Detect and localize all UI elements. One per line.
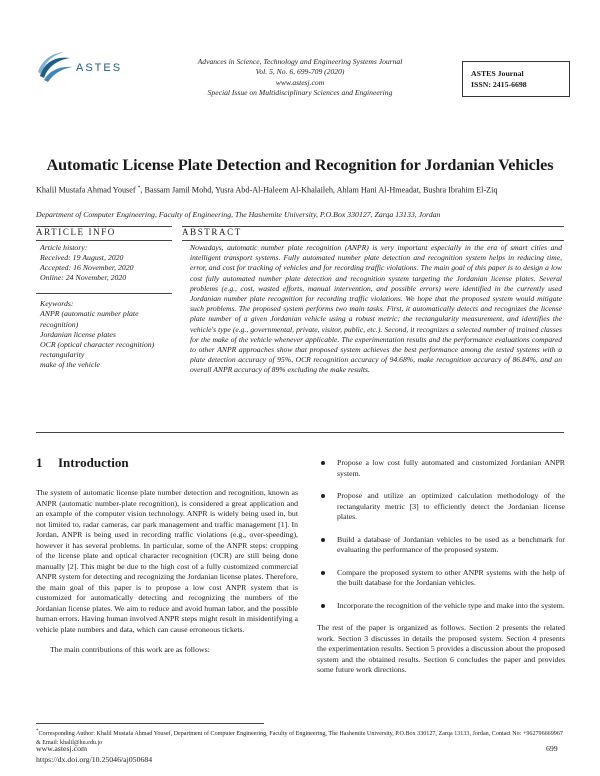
bullet-icon bbox=[321, 538, 325, 542]
bullet-icon bbox=[321, 494, 325, 498]
page-number: 699 bbox=[546, 744, 558, 753]
divider bbox=[36, 240, 172, 241]
footnote-text: Corresponding Author: Khalil Mustafa Ahmad Yousef, Department of Computer Engineering, Faculty of Engineering, The Hashemite University, P.O.Box 330127, Zarqa 13133, Jordan, Contact No: +962796669967 & Email: khalil@hu.edu.jo bbox=[36, 731, 563, 746]
intro-column-right bbox=[317, 458, 565, 676]
journal-volume: Vol. 5, No. 6, 699-709 (2020) bbox=[255, 67, 345, 77]
corresponding-author: Khalil Mustafa Ahmad Yousef bbox=[36, 185, 136, 195]
list-item bbox=[317, 535, 565, 556]
contributions-list bbox=[317, 458, 565, 611]
history-label: Article history: bbox=[40, 243, 88, 252]
footnote-mark: * bbox=[36, 728, 39, 734]
contributions-lead: The main contributions of this work are as follows: bbox=[50, 645, 210, 654]
keyword: Jordanian license plates bbox=[40, 329, 116, 339]
bullet-icon bbox=[321, 461, 325, 465]
section-number: 1 bbox=[36, 455, 43, 470]
intro-column-left bbox=[36, 488, 298, 656]
section-heading bbox=[36, 455, 129, 471]
issn-box bbox=[462, 61, 570, 97]
paper-title: Automatic License Plate Detection and Recognition for Jordanian Vehicles bbox=[46, 156, 554, 174]
accepted-date: Accepted: 16 November, 2020 bbox=[40, 263, 134, 273]
corresponding-mark: * bbox=[137, 185, 141, 191]
list-item bbox=[317, 458, 565, 479]
journal-website[interactable]: www.astesj.com bbox=[275, 77, 325, 87]
journal-logo bbox=[36, 50, 156, 90]
article-info bbox=[40, 243, 172, 370]
online-date: Online: 24 November, 2020 bbox=[40, 273, 127, 283]
organization-paragraph: The rest of the paper is organized as follows. Section 2 presents the related work. Section 3 discusses in details the proposed system. Section 4 presents the experimentation results. Section 5 provides a discussion about the proposed system and the obtained results. Section 6 concludes the paper and provides some future work directions. bbox=[317, 623, 565, 674]
divider bbox=[182, 240, 564, 241]
author-list bbox=[36, 183, 564, 196]
journal-name: Advances in Science, Technology and Engineering Systems Journal bbox=[197, 57, 403, 66]
special-issue: Special Issue on Multidisciplinary Sciences and Engineering bbox=[207, 88, 393, 98]
affiliation: Department of Computer Engineering, Faculty of Engineering, The Hashemite University, P.O.Box 330127, Zarqa 13133, Jordan bbox=[36, 210, 441, 219]
list-item-text: Propose a low cost fully automated and customized Jordanian ANPR system. bbox=[337, 458, 565, 478]
keyword: rectangularity bbox=[40, 349, 85, 359]
issn-journal: ASTES Journal bbox=[471, 69, 524, 78]
issn-number: ISSN: 2415-6698 bbox=[471, 80, 527, 89]
list-item-text: Compare the proposed system to other ANPR systems with the help of the built database for the Jordanian vehicles. bbox=[337, 567, 565, 587]
divider bbox=[36, 432, 564, 433]
keyword: ANPR (automatic number plate recognition) bbox=[40, 309, 139, 329]
bullet-icon bbox=[321, 571, 325, 575]
footer-doi[interactable]: https://dx.doi.org/10.25046/aj050684 bbox=[36, 754, 153, 764]
journal-header bbox=[150, 57, 450, 99]
footnote-divider bbox=[36, 723, 264, 724]
footer-website[interactable]: www.astesj.com bbox=[36, 744, 88, 753]
keyword: make of the vehicle bbox=[40, 359, 100, 369]
list-item bbox=[317, 491, 565, 523]
divider bbox=[36, 293, 172, 294]
page-footer bbox=[36, 744, 152, 765]
intro-paragraph: The system of automatic license plate number detection and recognition, known as ANPR (automatic number-plate recognition), is considered a great application and an example of the computer vision technology. ANPR is widely being used in, but not limited to, radar cameras, car park management and traffic management [1]. In Jordan, ANPR is being used in recording traffic violations (e.g., over-speeding), however it has several problems. In particular, some of the ANPR steps: cropping of the license plate and optical character recognition (OCR) are still being done manually [2]. This might be due to the high cost of a fully customized commercial ANPR system for detecting and recognizing the Jordanian license plates. Therefore, the main goal of this paper is to propose a low cost ANPR system that is customized for automatically detecting and recognizing the numbers of the Jordanian license plates. We aim to reduce and avoid human labor, and the possible human errors. Having human involved ANPR steps might result in misidentifying a vehicle plate numbers and data, which can cause erroneous tickets. bbox=[36, 488, 298, 634]
list-item bbox=[317, 601, 565, 612]
logo-text: ASTES bbox=[76, 62, 123, 74]
keywords-label: Keywords: bbox=[40, 299, 74, 309]
abstract-text: Nowadays, automatic number plate recognition (ANPR) is very important especially in the era of smart cities and intelligent transport systems. Fully automated number plate detection and recognition system helps in reducing time, error, and cost for tracking of vehicles and for recording traffic violations. The main goal of this paper is to design a low cost fully automated number plate detection and recognition system targeting the Jordanian license plates. Several problems (e.g., cost, wasted efforts, manual intervention, and possible errors) were identified in the currently used Jordanian number plate recognition for recording traffic violations. We hope that the proposed system would mitigate such problems. The proposed system performs two main tasks. First, it automatically detects and recognizes the license plate number of a given Jordanian vehicle using a robust metric; the rectangularity measurement, and identifies the vehicle's type (e.g., governmental, private, visitor, public, etc.). Second, it recognizes a selected number of trained classes for the make of the vehicle whenever applicable. The experimentation results and the performance evaluations compared to other ANPR approaches show that proposed system achieves the best performance among the tested systems with a plate detection accuracy of 95%, OCR recognition accuracy of 94.68%, make recognition accuracy of 86.84%, and an overall ANPR accuracy of 89% excluding the make results. bbox=[190, 243, 562, 375]
astes-swoosh-icon bbox=[36, 50, 76, 86]
abstract-heading: ABSTRACT bbox=[182, 227, 242, 237]
keyword: OCR (optical character recognition) bbox=[40, 339, 155, 349]
bullet-icon bbox=[321, 604, 325, 608]
section-title: Introduction bbox=[58, 455, 129, 470]
list-item bbox=[317, 568, 565, 589]
list-item-text: Propose and utilize an optimized calculation methodology of the rectangularity metric [3] to efficiently detect the Jordanian license plates. bbox=[337, 491, 565, 521]
received-date: Received: 19 August, 2020 bbox=[40, 253, 124, 263]
article-info-heading: ARTICLE INFO bbox=[36, 227, 116, 237]
list-item-text: Build a database of Jordanian vehicles to be used as a benchmark for evaluating the performance of the proposed system. bbox=[337, 534, 565, 554]
list-item-text: Incorporate the recognition of the vehicle type and make into the system. bbox=[337, 600, 565, 610]
co-authors: , Bassam Jamil Mohd, Yusra Abd-Al-Haleem Al-Khalaileh, Ahlam Hani Al-Hmeadat, Bushra Ibrahim El-Ziq bbox=[140, 185, 498, 195]
